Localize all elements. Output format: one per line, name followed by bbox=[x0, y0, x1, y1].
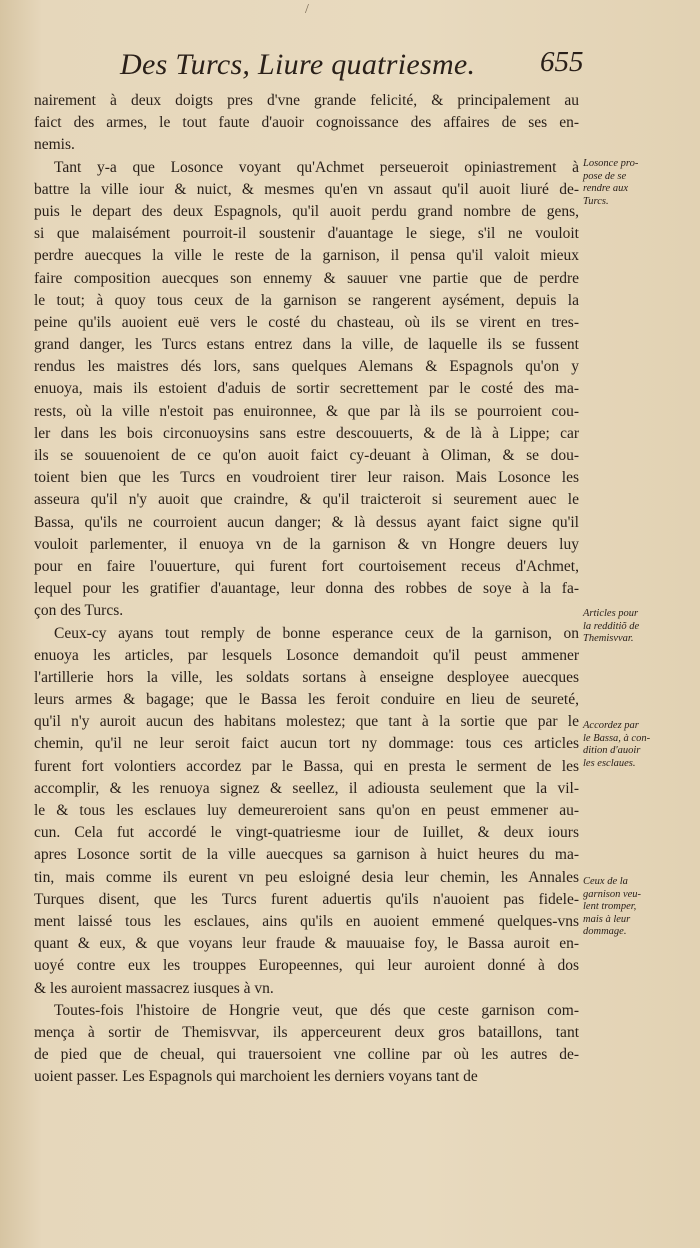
text-line: faire composition auecques son ennemy & sauuer vne partie que de perdre bbox=[34, 269, 579, 287]
text-line: mença à sortir de Themisvvar, ils apperceurent deux gros bataillons, tant bbox=[34, 1023, 579, 1041]
text-line: Toutes-fois l'histoire de Hongrie veut, que dés que ceste garnison com- bbox=[54, 1001, 579, 1019]
text-line: vouloit parlementer, il enuoya vn de la garnison & vn Hongre deuers luy bbox=[34, 535, 579, 553]
paragraph bbox=[34, 623, 579, 1000]
text-line: accomplir, & les renuoya signez & seellez, il adiousta seulement que la vil- bbox=[34, 779, 579, 797]
margin-note-line: Losonce pro- bbox=[583, 158, 639, 169]
margin-note-line: Turcs. bbox=[583, 195, 609, 207]
text-line: uoient passer. Les Espagnols qui marchoient les derniers voyans tant de bbox=[34, 1068, 478, 1086]
margin-note-line: pose de se bbox=[583, 170, 627, 182]
text-line: quant & eux, & que voyans leur fraude & mauuaise foy, le Bassa auroit en- bbox=[34, 935, 579, 953]
text-line: qu'il n'y auroit aucun des habitans molestez; que tant à la sortie que par le bbox=[34, 713, 579, 731]
top-mark: / bbox=[305, 2, 309, 17]
main-text bbox=[34, 90, 579, 1088]
margin-note bbox=[583, 608, 695, 646]
text-line: chemin, qu'il ne leur seroit faict aucun tort ny dommage: tous ces articles bbox=[34, 735, 579, 753]
margin-note bbox=[583, 876, 695, 939]
text-line: Tant y-a que Losonce voyant qu'Achmet perseueroit opiniastrement à bbox=[54, 158, 579, 176]
margin-note-line: Accordez par bbox=[583, 720, 639, 731]
text-line: nairement à deux doigts pres d'vne grande felicité, & principalement au bbox=[34, 92, 579, 109]
text-line: grand danger, les Turcs estans entrez dans la ville, de laquelle ils se fussent bbox=[34, 336, 579, 354]
text-line: çon des Turcs. bbox=[34, 602, 124, 620]
text-line: perdre auecques la ville le reste de la garnison, il pensa qu'il valoit mieux bbox=[34, 247, 579, 265]
text-line: le & tous les esclaues luy demeureroient sans qu'on en peust emmener au- bbox=[34, 802, 579, 819]
text-line: battre la ville iour & nuict, & mesmes qu'en vn assaut qu'il auoit liuré de- bbox=[34, 180, 579, 198]
text-line: cun. Cela fut accordé le vingt-quatriesme iour de Iuillet, & deux iours bbox=[34, 824, 579, 842]
text-line: uoyé contre eux les trouppes Europeennes, qui leur auroient donné à dos bbox=[34, 957, 579, 975]
running-header bbox=[0, 44, 700, 84]
margin-note-line: la redditiõ de bbox=[583, 620, 640, 632]
running-title: Des Turcs, Liure quatriesme. bbox=[120, 48, 476, 81]
text-line: faict des armes, le tout faute d'auoir cognoissance des affaires de ses en- bbox=[34, 114, 579, 132]
text-line: enuoya, mais ils estoient d'aduis de sortir secrettement par le costé des ma- bbox=[34, 380, 579, 398]
margin-note-line: lent tromper, bbox=[583, 901, 637, 912]
paragraph bbox=[34, 157, 579, 623]
margin-note-line: Themisvvar. bbox=[583, 633, 634, 644]
text-line: Turques disent, que les Turcs furent aduertis qu'ils n'auoient pas fidele- bbox=[34, 890, 579, 908]
margin-note-line: mais à leur bbox=[583, 913, 631, 925]
margin-note bbox=[583, 158, 695, 208]
margin-note bbox=[583, 720, 695, 770]
margin-note-line: Articles pour bbox=[583, 608, 639, 619]
text-line: enuoya les articles, par lesquels Losonce demandoit qu'il peust ammener bbox=[34, 646, 579, 664]
paragraph bbox=[34, 90, 579, 157]
page-number: 655 bbox=[540, 46, 584, 78]
text-line: Ceux-cy ayans tout remply de bonne esperance ceux de la garnison, on bbox=[54, 624, 579, 642]
margin-note-line: les esclaues. bbox=[583, 757, 636, 769]
margin-note-line: Ceux de la bbox=[583, 876, 628, 887]
text-line: de pied que de cheual, qui trauersoient vne colline par où les autres de- bbox=[34, 1046, 579, 1064]
text-line: ler dans les bois circonuoysins sans estre descouuerts, & de là à Lippe; car bbox=[34, 424, 579, 442]
text-line: apres Losonce sortit de la ville auecques sa garnison à huict heures du ma- bbox=[34, 846, 579, 864]
margin-note-line: dommage. bbox=[583, 926, 627, 937]
margin-note-line: rendre aux bbox=[583, 183, 628, 194]
paragraph bbox=[34, 1000, 579, 1089]
text-line: rendus les maistres dés lors, sans quelques Alemans & Espagnols qu'on y bbox=[34, 358, 579, 376]
text-line: tin, mais comme ils eurent vn peu esloigné desia leur chemin, les Annales bbox=[34, 868, 579, 886]
text-line: le tout; à quoy tous ceux de la garnison se rangerent aysément, depuis la bbox=[34, 291, 579, 309]
text-line: si que malaisément pourroit-il soustenir d'auantage le siege, s'il ne vouloit bbox=[34, 225, 579, 243]
text-line: Bassa, qu'ils ne courroient aucun danger; & là dessus ayant faict signe qu'il bbox=[34, 513, 579, 531]
text-line: rests, où la ville n'estoit pas enuironnee, & que par là ils se pourroient cou- bbox=[34, 402, 579, 420]
text-line: & les auroient massacrez iusques à vn. bbox=[34, 979, 274, 997]
text-line: l'artillerie hors la ville, les soldats sortans à enseigne desployee auecques bbox=[34, 668, 579, 686]
margin-note-line: garnison veu- bbox=[583, 888, 642, 900]
text-line: nemis. bbox=[34, 136, 75, 154]
text-line: ils se souuenoient de ce qu'on auoit faict cy-deuant à Oliman, & se dou- bbox=[34, 447, 579, 464]
text-line: toient bien que les Turcs en voudroient tirer leur raison. Mais Losonce les bbox=[34, 469, 579, 487]
margin-note-line: dition d'auoir bbox=[583, 745, 641, 756]
text-line: pour en faire l'ouuerture, qui furent fort courtoisement receus d'Achmet, bbox=[34, 557, 579, 575]
text-line: asseura qu'il n'y auoit que craindre, & qu'il traicteroit si seurement auec le bbox=[34, 491, 579, 509]
text-line: peine qu'ils auoient euë vers le costé du chasteau, où ils se virent en tres- bbox=[34, 313, 579, 331]
text-line: leurs armes & bagage; que le Bassa les feroit conduire en lieu de seureté, bbox=[34, 691, 579, 709]
text-line: puis le depart des deux Espagnols, qu'il auoit perdu grand nombre de gens, bbox=[34, 202, 579, 220]
text-line: ment laissé tous les esclaues, ains qu'ils en auoient emmené quelques-vns bbox=[34, 912, 579, 930]
text-line: lequel pour les gratifier d'auantage, leur donna des robbes de soye à la fa- bbox=[34, 580, 579, 598]
text-line: furent fort volontiers accordez par le Bassa, qui en presta le serment de les bbox=[34, 757, 579, 775]
margin-note-line: le Bassa, à con- bbox=[583, 732, 651, 744]
